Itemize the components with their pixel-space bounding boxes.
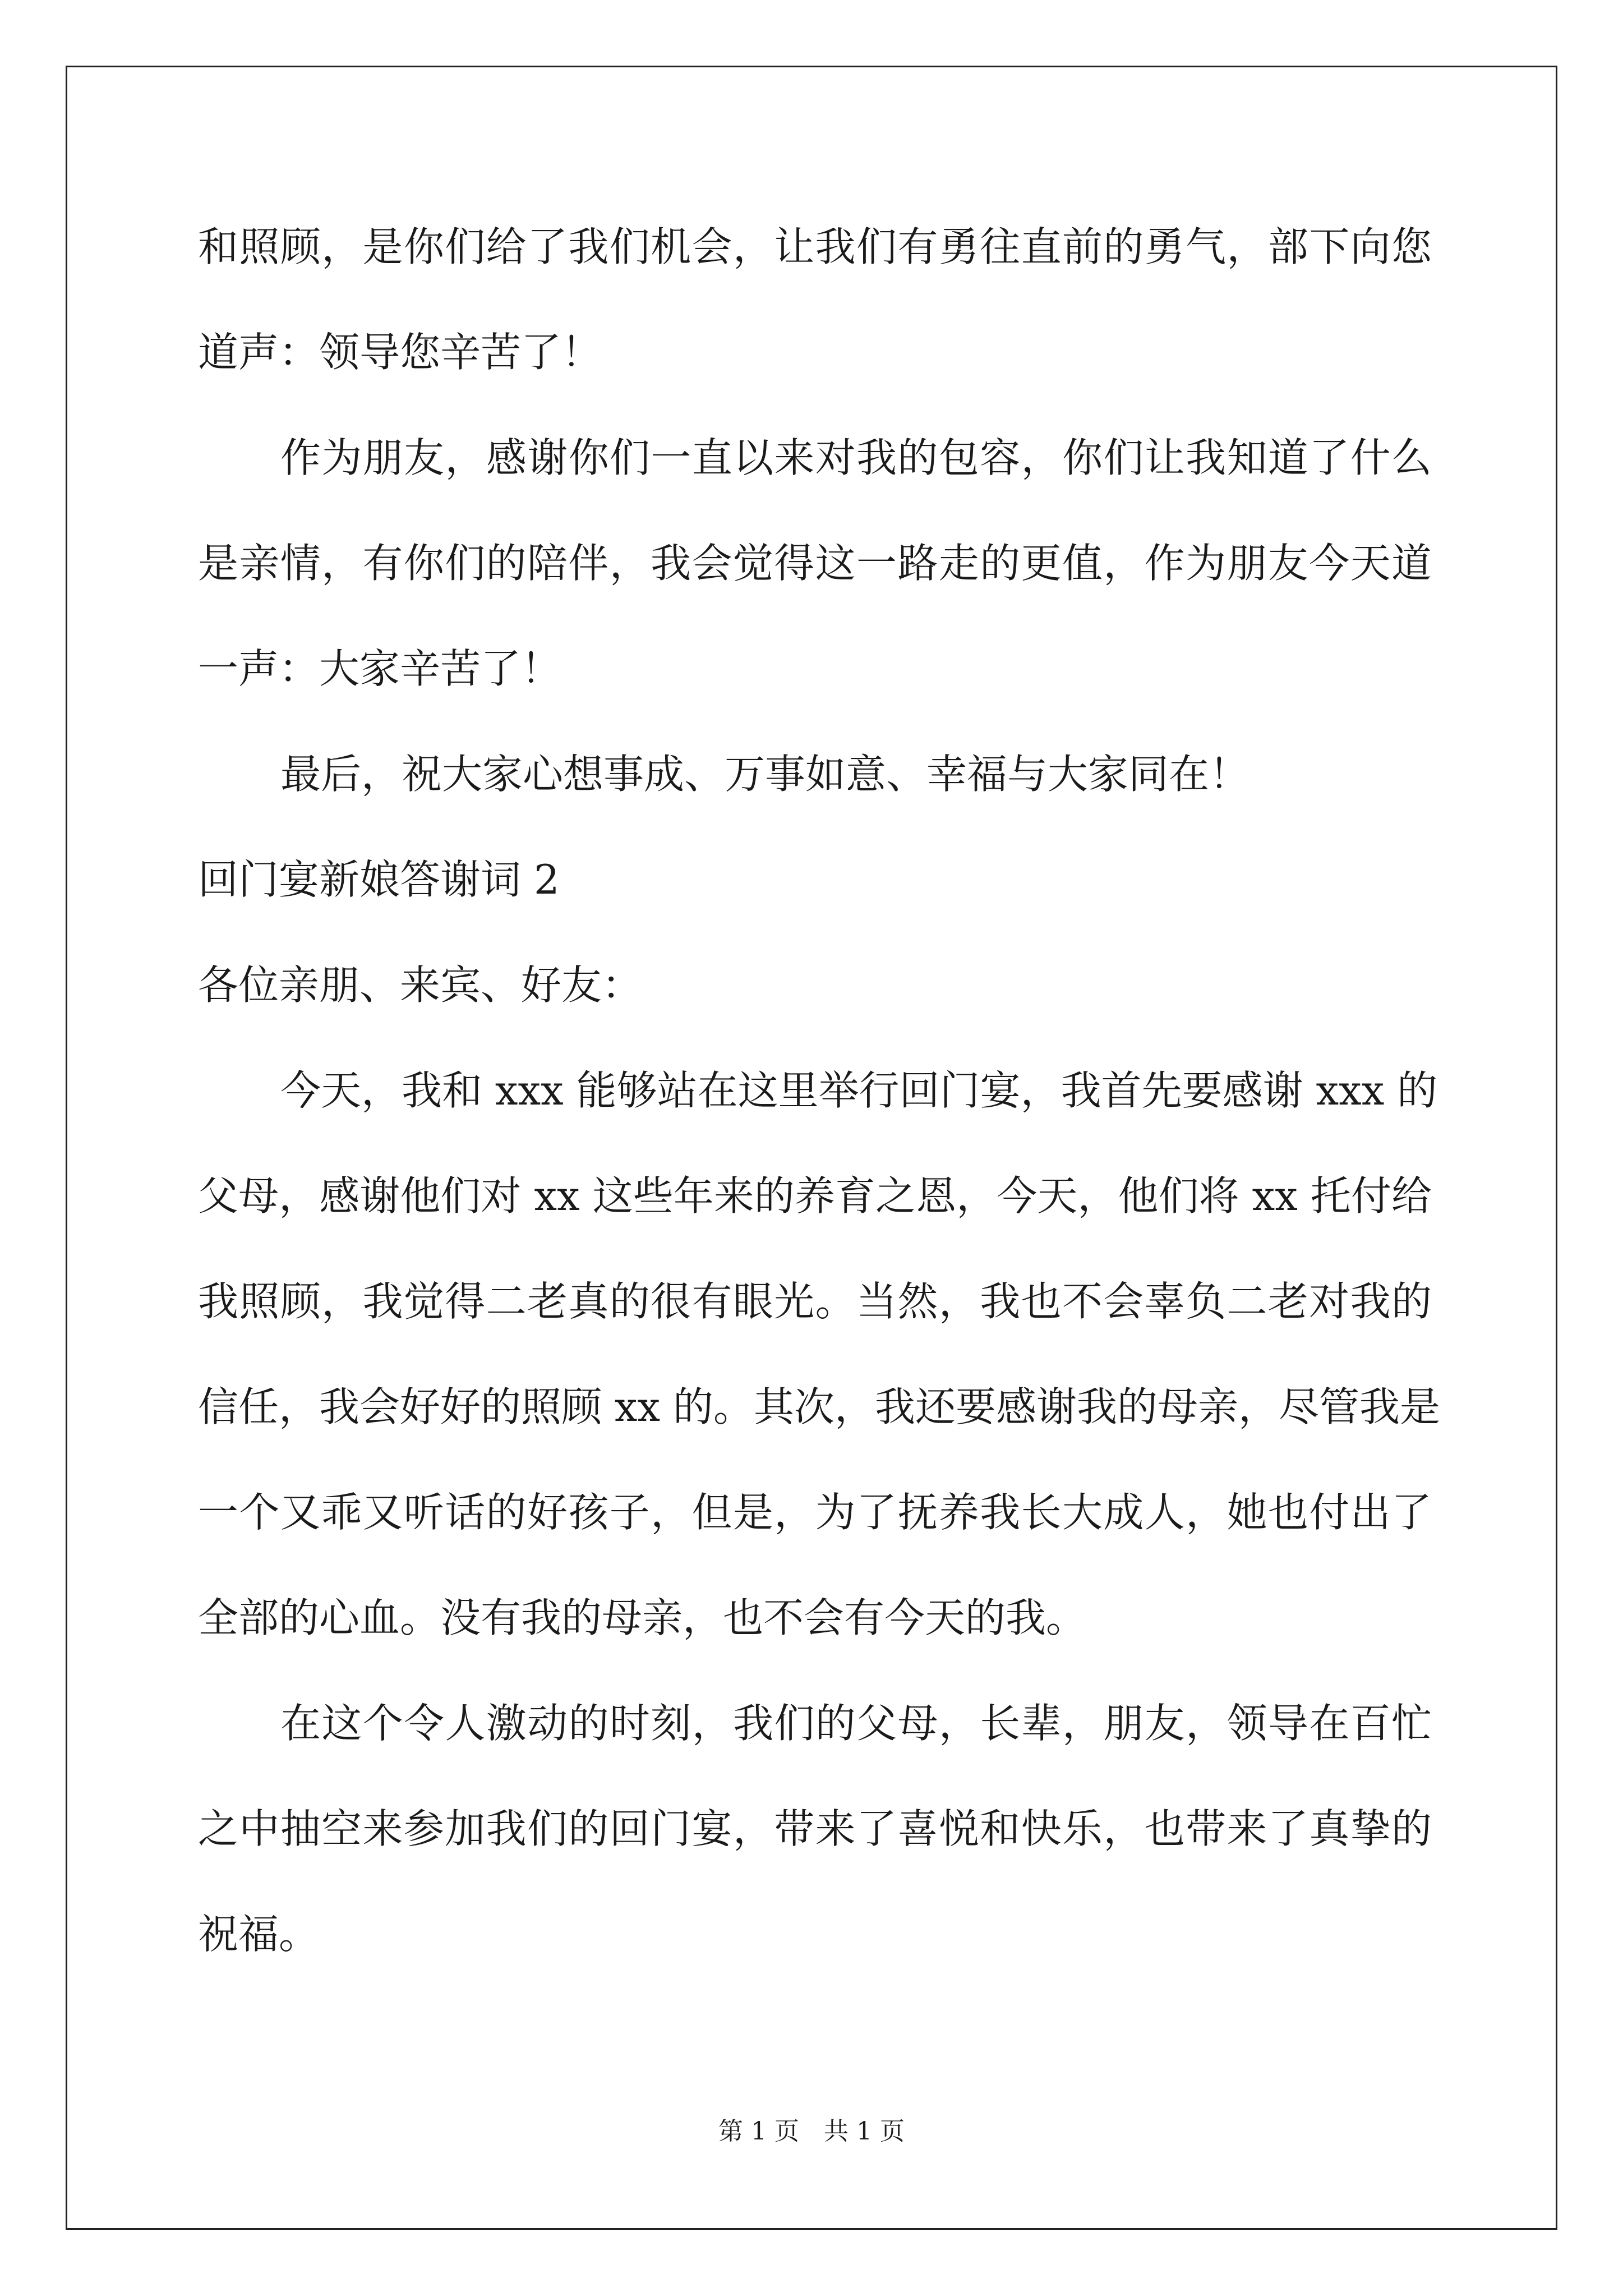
text-line: 一个又乖又听话的好孩子，但是，为了抚养我长大成人，她也付出了 xyxy=(198,1489,1432,1536)
section-heading: 回门宴新娘答谢词 2 xyxy=(198,856,560,903)
text-line: 祝福。 xyxy=(198,1911,320,1958)
text-line: 和照顾，是你们给了我们机会，让我们有勇往直前的勇气，部下向您 xyxy=(198,223,1432,270)
paragraph-first-line: 在这个令人激动的时刻，我们的父母，长辈，朋友，领导在百忙 xyxy=(280,1700,1432,1747)
text-line: 我照顾，我觉得二老真的很有眼光。当然，我也不会辜负二老对我的 xyxy=(198,1278,1432,1325)
text-line: 一声：大家辛苦了！ xyxy=(198,645,562,692)
text-line: 信任，我会好好的照顾 xx 的。其次，我还要感谢我的母亲，尽管我是 xyxy=(198,1383,1440,1430)
text-line: 全部的心血。没有我的母亲，也不会有今天的我。 xyxy=(198,1594,1087,1641)
text-line: 道声：领导您辛苦了！ xyxy=(198,329,602,376)
text-line: 是亲情，有你们的陪伴，我会觉得这一路走的更值，作为朋友今天道 xyxy=(198,540,1432,587)
paragraph-first-line: 今天，我和 xxx 能够站在这里举行回门宴，我首先要感谢 xxx 的 xyxy=(280,1067,1438,1114)
salutation: 各位亲朋、来宾、好友： xyxy=(198,961,643,1009)
page-number-footer: 第 1 页 共 1 页 xyxy=(718,2117,905,2146)
text-line: 父母，感谢他们对 xx 这些年来的养育之恩，今天，他们将 xx 托付给 xyxy=(198,1172,1432,1220)
paragraph-first-line: 作为朋友，感谢你们一直以来对我的包容，你们让我知道了什么 xyxy=(280,434,1432,481)
document-body xyxy=(198,208,1440,2000)
paragraph-first-line: 最后，祝大家心想事成、万事如意、幸福与大家同在！ xyxy=(280,751,1250,798)
text-line: 之中抽空来参加我们的回门宴，带来了喜悦和快乐，也带来了真挚的 xyxy=(198,1805,1432,1852)
